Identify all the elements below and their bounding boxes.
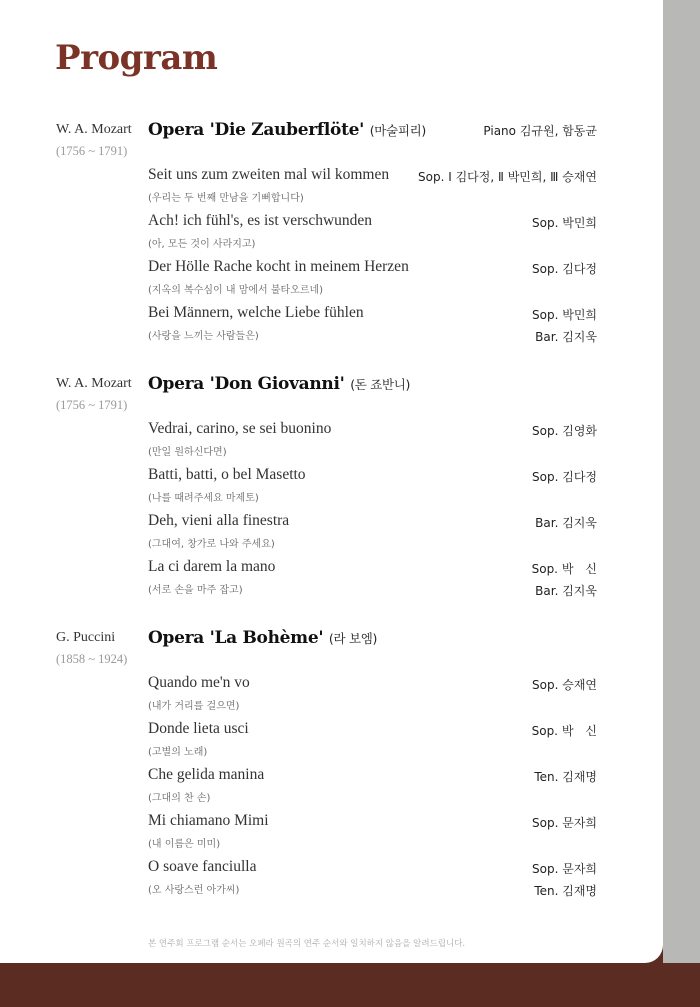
- piece-title: Mi chiamano Mimi: [148, 812, 269, 829]
- performer: Sop. 김다정: [532, 470, 597, 484]
- opera-name: Opera 'Die Zauberflöte': [148, 120, 365, 140]
- opera-name: Opera 'Don Giovanni': [148, 374, 345, 394]
- piece-korean-title: (만일 원하신다면): [148, 447, 227, 458]
- piece-title: Donde lieta usci: [148, 720, 249, 737]
- piece-title: Vedrai, carino, se sei buonino: [148, 420, 332, 437]
- piece-title: Deh, vieni alla finestra: [148, 512, 290, 529]
- performer: Bar. 김지욱: [535, 330, 597, 344]
- piece-title: O soave fanciulla: [148, 858, 257, 875]
- page-title: Program: [55, 38, 218, 78]
- opera-korean-title: (돈 죠반니): [350, 377, 411, 392]
- piece-title: Che gelida manina: [148, 766, 265, 783]
- piece-korean-title: (우리는 두 번째 만남을 기뻐합니다): [148, 193, 304, 204]
- piece-korean-title: (지옥의 복수심이 내 맘에서 불타오르네): [148, 285, 324, 296]
- composer-years: (1756 ~ 1791): [56, 398, 128, 412]
- piece-korean-title: (서로 손을 마주 잡고): [148, 585, 243, 596]
- performer: Bar. 김지욱: [535, 516, 597, 530]
- piece-korean-title: (사랑을 느끼는 사람들은): [148, 331, 259, 342]
- piece-title: Batti, batti, o bel Masetto: [148, 466, 306, 483]
- opera-title: [148, 628, 377, 648]
- opera-korean-title: (마술피리): [369, 123, 426, 138]
- performer: Sop. 박민희: [532, 308, 597, 322]
- performer: Sop. Ⅰ 김다정, Ⅱ 박민희, Ⅲ 승재연: [418, 170, 597, 184]
- piece-korean-title: (내가 거리를 걸으면): [148, 701, 240, 712]
- piece-korean-title: (나를 때려주세요 마제토): [148, 493, 259, 504]
- piece-korean-title: (그대여, 창가로 나와 주세요): [148, 539, 275, 550]
- piece-title: Seit uns zum zweiten mal wil kommen: [148, 166, 390, 183]
- piece-korean-title: (오 사랑스런 아가씨): [148, 885, 240, 896]
- performer: Sop. 문자희: [532, 816, 597, 830]
- bottom-band: [0, 963, 700, 1007]
- opera-korean-title: (라 보엠): [328, 631, 378, 646]
- piece-title: Der Hölle Rache kocht in meinem Herzen: [148, 258, 409, 275]
- performer: Ten. 김재명: [534, 884, 597, 898]
- composer-name: G. Puccini: [56, 630, 116, 645]
- performer: Ten. 김재명: [534, 770, 597, 784]
- footnote: 본 연주회 프로그램 순서는 오페라 원곡의 연주 순서와 일치하지 않음을 알려드립니다.: [148, 939, 466, 949]
- piece-title: Quando me'n vo: [148, 674, 250, 691]
- opera-name: Opera 'La Bohème': [148, 628, 324, 648]
- performer: Sop. 김영화: [532, 424, 597, 438]
- performer: Sop. 박 신: [531, 562, 597, 576]
- composer-years: (1858 ~ 1924): [56, 652, 128, 666]
- performer: Sop. 박민희: [532, 216, 597, 230]
- opera-title: [148, 374, 410, 394]
- opera-credit: Piano 김규원, 함동균: [483, 124, 597, 138]
- performer: Sop. 박 신: [531, 724, 597, 738]
- piece-title: Bei Männern, welche Liebe fühlen: [148, 304, 364, 321]
- piece-title: La ci darem la mano: [148, 558, 276, 575]
- piece-korean-title: (그대의 찬 손): [148, 793, 211, 804]
- composer-years: (1756 ~ 1791): [56, 144, 128, 158]
- composer-name: W. A. Mozart: [56, 376, 132, 391]
- performer: Sop. 문자희: [532, 862, 597, 876]
- piece-title: Ach! ich fühl's, es ist verschwunden: [148, 212, 373, 229]
- composer-name: W. A. Mozart: [56, 122, 132, 137]
- opera-title: [148, 120, 426, 140]
- performer: Sop. 김다정: [532, 262, 597, 276]
- performer: Bar. 김지욱: [535, 584, 597, 598]
- performer: Sop. 승재연: [532, 678, 597, 692]
- piece-korean-title: (고별의 노래): [148, 747, 208, 758]
- piece-korean-title: (아, 모든 것이 사라지고): [148, 239, 256, 250]
- piece-korean-title: (내 이름은 미미): [148, 839, 221, 850]
